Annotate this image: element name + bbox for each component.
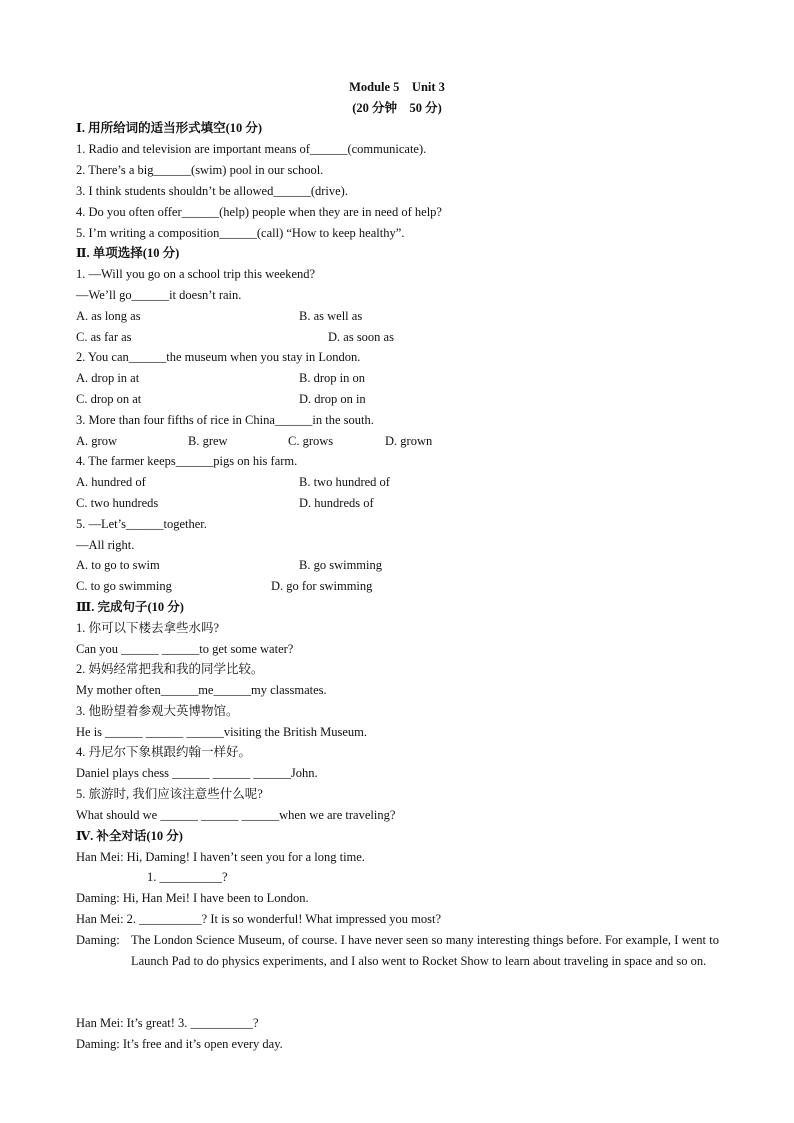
s2-q4-option-c: C. two hundreds — [76, 496, 159, 510]
s2-q5-option-b: B. go swimming — [299, 558, 382, 572]
s3-q1-chinese: 1. 你可以下楼去拿些水吗? — [76, 621, 220, 635]
s2-q1-option-a: A. as long as — [76, 309, 141, 323]
s2-q1-option-d: D. as soon as — [328, 330, 394, 344]
s1-question-3: 3. I think students shouldn’t be allowed______(drive). — [76, 184, 348, 198]
section-1-heading: Ⅰ. 用所给词的适当形式填空(10 分) — [76, 121, 263, 135]
section-3-heading: Ⅲ. 完成句子(10 分) — [76, 600, 184, 614]
s2-question-2-stem: 2. You can______the museum when you stay in London. — [76, 350, 361, 364]
s3-q1-english: Can you ______ ______to get some water? — [76, 642, 294, 656]
dialogue-line-5-speaker: Daming: — [76, 933, 120, 947]
s2-q3-option-d: D. grown — [385, 434, 433, 448]
s2-q4-option-a: A. hundred of — [76, 475, 146, 489]
dialogue-line-7: Daming: It’s free and it’s open every day. — [76, 1037, 283, 1051]
dialogue-line-5-text: The London Science Museum, of course. I have never seen so many interesting things before. For example, I went to Launch Pad to do physics experiments, and I also went to Rocket Show to learn about traveling in space and so on. — [131, 933, 719, 968]
s1-question-4: 4. Do you often offer______(help) people when they are in need of help? — [76, 205, 442, 219]
s3-q4-chinese: 4. 丹尼尔下象棋跟约翰一样好。 — [76, 745, 252, 759]
section-2-heading: Ⅱ. 单项选择(10 分) — [76, 246, 180, 260]
s3-q5-chinese: 5. 旅游时, 我们应该注意些什么呢? — [76, 787, 263, 801]
s3-q2-chinese: 2. 妈妈经常把我和我的同学比较。 — [76, 662, 264, 676]
s2-question-5-stem: 5. —Let’s______together. — [76, 517, 207, 531]
s1-question-5: 5. I’m writing a composition______(call) “How to keep healthy”. — [76, 226, 405, 240]
s2-q4-option-d: D. hundreds of — [299, 496, 374, 510]
s2-q4-option-b: B. two hundred of — [299, 475, 390, 489]
s2-q1-option-c: C. as far as — [76, 330, 132, 344]
dialogue-line-1: Han Mei: Hi, Daming! I haven’t seen you for a long time. — [76, 850, 365, 864]
s1-question-2: 2. There’s a big______(swim) pool in our school. — [76, 163, 324, 177]
s2-question-3-stem: 3. More than four fifths of rice in China______in the south. — [76, 413, 374, 427]
s2-q3-option-c: C. grows — [288, 434, 334, 448]
s3-q4-english: Daniel plays chess ______ ______ ______John. — [76, 766, 318, 780]
dialogue-blank-1: 1. __________? — [147, 870, 228, 884]
s3-q3-english: He is ______ ______ ______visiting the British Museum. — [76, 725, 367, 739]
s2-q1-option-b: B. as well as — [299, 309, 363, 323]
s2-q2-option-b: B. drop in on — [299, 371, 365, 385]
s3-q3-chinese: 3. 他盼望着参观大英博物馆。 — [76, 704, 239, 718]
s2-question-4-stem: 4. The farmer keeps______pigs on his farm. — [76, 454, 298, 468]
page-title: Module 5 Unit 3 — [349, 80, 445, 94]
s3-q5-english: What should we ______ ______ ______when we are traveling? — [76, 808, 396, 822]
s2-q2-option-a: A. drop in at — [76, 371, 140, 385]
s2-q5-option-c: C. to go swimming — [76, 579, 172, 593]
s2-q2-option-d: D. drop on in — [299, 392, 366, 406]
s2-question-1-stem-2: —We’ll go______it doesn’t rain. — [76, 288, 242, 302]
s1-question-1: 1. Radio and television are important means of______(communicate). — [76, 142, 427, 156]
dialogue-line-6: Han Mei: It’s great! 3. __________? — [76, 1016, 259, 1030]
s2-q2-option-c: C. drop on at — [76, 392, 142, 406]
s2-question-1-stem: 1. —Will you go on a school trip this weekend? — [76, 267, 316, 281]
s3-q2-english: My mother often______me______my classmates. — [76, 683, 327, 697]
s2-q3-option-a: A. grow — [76, 434, 117, 448]
section-4-heading: Ⅳ. 补全对话(10 分) — [76, 829, 183, 843]
s2-q3-option-b: B. grew — [188, 434, 228, 448]
s2-question-5-stem-2: —All right. — [76, 538, 135, 552]
dialogue-line-4: Han Mei: 2. __________? It is so wonderful! What impressed you most? — [76, 912, 441, 926]
s2-q5-option-a: A. to go to swim — [76, 558, 160, 572]
s2-q5-option-d: D. go for swimming — [271, 579, 373, 593]
page-subtitle: (20 分钟 50 分) — [352, 101, 442, 115]
dialogue-line-3: Daming: Hi, Han Mei! I have been to London. — [76, 891, 309, 905]
